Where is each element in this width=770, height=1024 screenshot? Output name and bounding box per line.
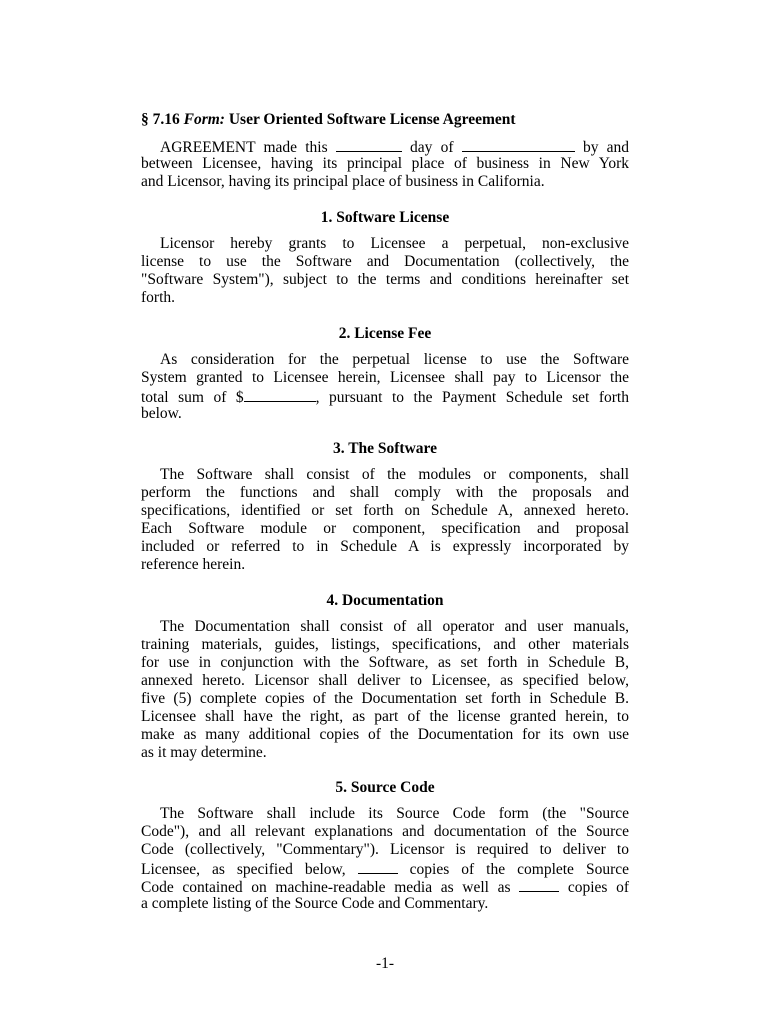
section-body-license-fee: As consideration for the perpetual license to use the Software System granted to Licensee herein, Licensee shall pay to Licensor the total sum of $ , pursuant to the Payment Schedule set forth below. — [141, 351, 629, 422]
source-copies-line: Licensee, as specified below, copies of the complete Source — [141, 861, 629, 878]
day-blank — [336, 137, 402, 152]
section-body-source-code: The Software shall include its Source Code form (the "Source Code"), and all relevant explanations and documentation of the Source Code (collectively, "Commentary"). Licensor is required to deliver to Licensee, as specified below, copies of the complete Source Code contained on machine-readable media as well as copies of a complete listing of the Source Code and Commentary. — [141, 805, 629, 912]
form-label: Form: — [183, 111, 225, 128]
fee-amount-blank — [244, 387, 316, 402]
section-number: § 7.16 — [141, 111, 180, 128]
section-body-software-license: Licensor hereby grants to Licensee a perpetual, non-exclusive license to use the Software and Documentation (collectively, the "Software System"), subject to the terms and conditions hereinafter set forth. — [141, 235, 629, 306]
month-blank — [462, 137, 575, 152]
section-heading-license-fee: 2. License Fee — [338, 325, 432, 342]
intro-line-1: AGREEMENT made this day of by and — [160, 139, 630, 156]
page-number: -1- — [375, 955, 395, 972]
source-copies-blank — [358, 859, 398, 874]
section-body-the-software: The Software shall consist of the modules or components, shall perform the functions and shall comply with the proposals and specifications, identified or set forth on Schedule A, annexed hereto. Each Software module or component, specification and proposal included or referred to in Schedule A is expressly incorporated by reference herein. — [141, 466, 629, 573]
title-text: User Oriented Software License Agreement — [228, 111, 516, 128]
listing-copies-blank — [519, 877, 559, 892]
fee-line: total sum of $ , pursuant to the Payment Schedule set forth — [141, 389, 629, 406]
document-title — [141, 111, 629, 129]
section-heading-the-software: 3. The Software — [332, 440, 438, 457]
listing-copies-line: Code contained on machine-readable media as well as copies of — [141, 879, 629, 896]
section-body-documentation: The Documentation shall consist of all operator and user manuals, training materials, guides, listings, specifications, and other materials for use in conjunction with the Software, as set forth in Schedule B, annexed hereto. Licensor shall deliver to Licensee, as specified below, five (5) complete copies of the Documentation set forth in Schedule B. Licensee shall have the right, as part of the license granted herein, to make as many additional copies of the Documentation for its own use as it may determine. — [141, 618, 629, 761]
intro-paragraph: AGREEMENT made this day of by and between Licensee, having its principal place of business in New York and Licensor, having its principal place of business in California. — [141, 139, 630, 190]
section-heading-documentation: 4. Documentation — [326, 592, 444, 609]
section-heading-source-code: 5. Source Code — [335, 779, 435, 796]
section-heading-software-license: 1. Software License — [320, 209, 450, 226]
